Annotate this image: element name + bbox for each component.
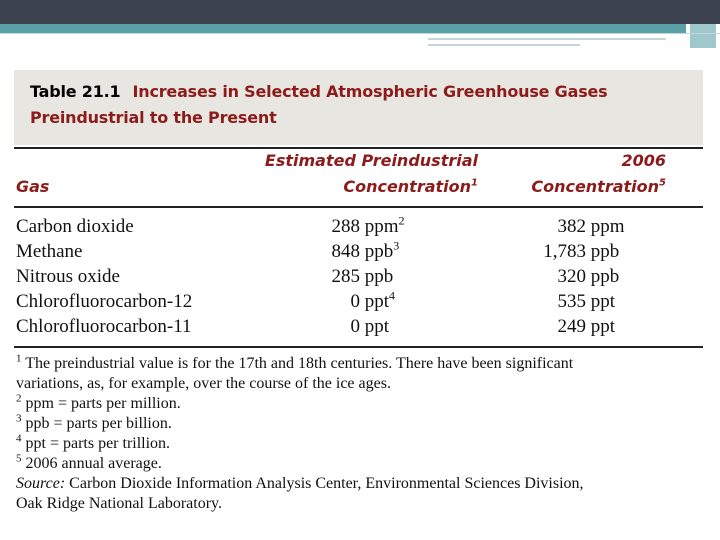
slide-deco-line — [0, 33, 720, 34]
table-row — [16, 314, 696, 339]
preindustrial-value: 848 — [331, 241, 360, 262]
slide-deco-line — [428, 38, 666, 40]
current-cell — [536, 314, 656, 339]
footnote-text: ppb = parts per billion. — [25, 415, 172, 432]
column-header-2006 — [500, 148, 666, 200]
preindustrial-cell — [316, 264, 476, 289]
footnote — [16, 434, 706, 454]
footnote-number: 5 — [16, 452, 22, 465]
slide-corner-decoration — [686, 24, 720, 48]
gas-name: Chlorofluorocarbon-12 — [16, 291, 193, 312]
current-unit: ppb — [590, 241, 620, 262]
preindustrial-unit: ppb — [364, 241, 394, 262]
preindustrial-unit: ppm — [364, 216, 399, 237]
footnote-number: 1 — [16, 352, 22, 365]
table-number: Table 21.1 — [30, 82, 121, 101]
slide-top-bar — [0, 0, 720, 24]
current-value: 249 — [557, 316, 586, 337]
table-row — [16, 214, 696, 239]
current-value: 382 — [557, 216, 586, 237]
footnote-number: 3 — [16, 412, 22, 425]
footnote-marker: 5 — [659, 177, 666, 189]
slide-accent-bar — [0, 24, 720, 33]
header-bottom-rule — [14, 206, 703, 208]
column-header-preindustrial — [258, 148, 478, 200]
column-header-preindustrial-line2: Concentration — [343, 177, 472, 196]
preindustrial-unit: ppt — [364, 316, 390, 337]
current-cell — [536, 239, 656, 264]
preindustrial-cell — [316, 239, 476, 264]
footnotes — [16, 354, 706, 514]
current-cell — [536, 289, 656, 314]
current-value: 1,783 — [543, 241, 586, 262]
table-row — [16, 289, 696, 314]
source-note — [16, 474, 706, 494]
column-header-gas: Gas — [16, 177, 50, 196]
table-title: Increases in Selected Atmospheric Greenhouse Gases — [132, 82, 608, 101]
footnote-text: The preindustrial value is for the 17th and 18th centuries. There have been significant — [25, 355, 574, 372]
footnote — [16, 394, 706, 414]
source-text: Carbon Dioxide Information Analysis Center, Environmental Sciences Division, — [69, 475, 584, 492]
footnote-marker: 1 — [471, 177, 478, 189]
column-header-2006-line1: 2006 — [621, 151, 666, 170]
preindustrial-value: 285 — [331, 266, 360, 287]
table-row — [16, 239, 696, 264]
gas-name: Chlorofluorocarbon-11 — [16, 316, 192, 337]
table-body — [16, 214, 696, 339]
gas-name: Methane — [16, 241, 83, 262]
preindustrial-cell — [316, 214, 476, 239]
source-label: Source: — [16, 475, 66, 492]
footnote-continuation: variations, as, for example, over the course of the ice ages. — [16, 375, 391, 392]
footnote-marker: 3 — [393, 238, 400, 253]
preindustrial-value: 0 — [350, 291, 360, 312]
current-unit: ppt — [590, 291, 616, 312]
footnote-text: 2006 annual average. — [25, 455, 162, 472]
preindustrial-cell — [316, 289, 476, 314]
table-row — [16, 264, 696, 289]
current-cell — [536, 264, 656, 289]
column-header-preindustrial-line1: Estimated Preindustrial — [264, 151, 478, 170]
current-cell — [536, 214, 656, 239]
table-title-band — [14, 70, 703, 145]
current-unit: ppb — [590, 266, 620, 287]
footnote — [16, 354, 706, 374]
gas-name: Carbon dioxide — [16, 216, 134, 237]
current-value: 320 — [557, 266, 586, 287]
footnote-number: 4 — [16, 432, 22, 445]
table-subtitle: Preindustrial to the Present — [30, 108, 277, 127]
preindustrial-unit: ppb — [364, 266, 394, 287]
current-unit: ppm — [590, 216, 625, 237]
preindustrial-value: 288 — [331, 216, 360, 237]
table-bottom-rule — [14, 346, 703, 348]
source-continuation: Oak Ridge National Laboratory. — [16, 495, 223, 512]
footnote-marker: 2 — [398, 213, 405, 228]
preindustrial-value: 0 — [350, 316, 360, 337]
footnote-text: ppt = parts per trillion. — [25, 435, 171, 452]
footnote — [16, 454, 706, 474]
gas-name: Nitrous oxide — [16, 266, 120, 287]
preindustrial-unit: ppt — [364, 291, 390, 312]
current-value: 535 — [557, 291, 586, 312]
column-header-2006-line2: Concentration — [531, 177, 660, 196]
footnote-number: 2 — [16, 392, 22, 405]
preindustrial-cell — [316, 314, 476, 339]
footnote-marker: 4 — [389, 288, 396, 303]
slide-deco-line — [428, 44, 580, 46]
footnote — [16, 414, 706, 434]
footnote-text: ppm = parts per million. — [25, 395, 181, 412]
current-unit: ppt — [590, 316, 616, 337]
